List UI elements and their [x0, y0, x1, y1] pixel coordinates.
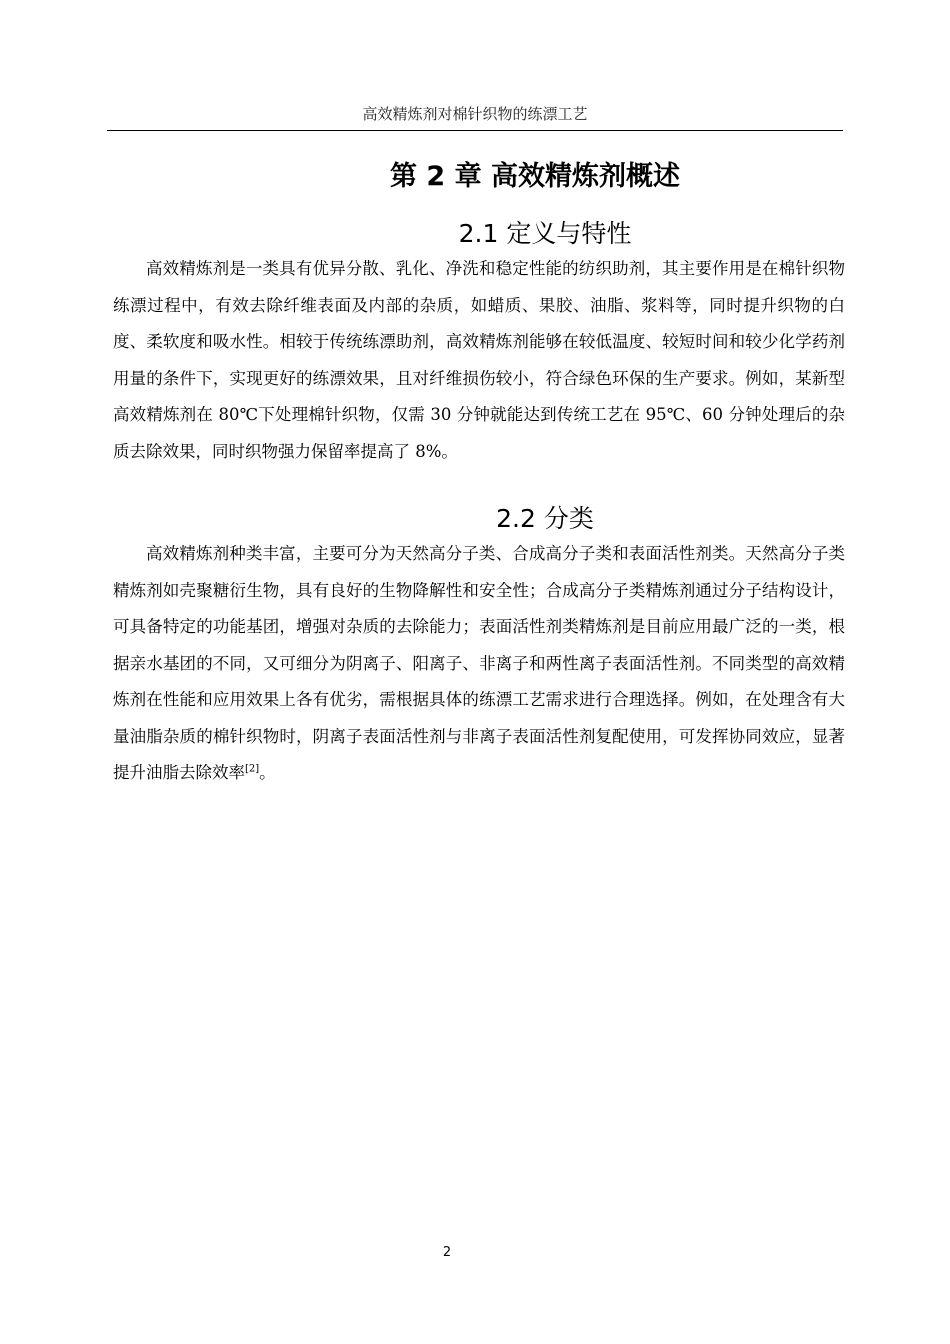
citation-reference[interactable]: [2]	[245, 763, 260, 775]
header-divider	[107, 130, 843, 131]
page-number: 2	[442, 1245, 452, 1260]
paragraph-text: 高效精炼剂种类丰富，主要可分为天然高分子类、合成高分子类和表面活性剂类。天然高分子类精炼剂如壳聚糖衍生物，具有良好的生物降解性和安全性；合成高分子类精炼剂通过分子结构设计，可具备特定的功能基团，增强对杂质的去除能力；表面活性剂类精炼剂是目前应用最广泛的一类，根据亲水基团的不同，又可细分为阴离子、阳离子、非离子和两性离子表面活性剂。不同类型的高效精炼剂在性能和应用效果上各有优劣，需根据具体的练漂工艺需求进行合理选择。例如，在处理含有大量油脂杂质的棉针织物时，阴离子表面活性剂与非离子表面活性剂复配使用，可发挥协同效应，显著提升油脂去除效率	[113, 544, 845, 782]
section-paragraph-definition: 高效精炼剂是一类具有优异分散、乳化、净洗和稳定性能的纺织助剂，其主要作用是在棉针织物练漂过程中，有效去除纤维表面及内部的杂质，如蜡质、果胶、油脂、浆料等，同时提升织物的白度、柔软度和吸水性。相较于传统练漂助剂，高效精炼剂能够在较低温度、较短时间和较少化学药剂用量的条件下，实现更好的练漂效果，且对纤维损伤较小，符合绿色环保的生产要求。例如，某新型高效精炼剂在 80℃下处理棉针织物，仅需 30 分钟就能达到传统工艺在 95℃、60 分钟处理后的杂质去除效果，同时织物强力保留率提高了 8%。	[113, 259, 845, 461]
section-title-classification: 2.2 分类	[496, 504, 594, 533]
paragraph-end-punctuation: 。	[259, 763, 276, 782]
chapter-title: 第 2 章 高效精炼剂概述	[390, 161, 680, 192]
section-title-definition: 2.1 定义与特性	[458, 219, 632, 248]
running-header: 高效精炼剂对棉针织物的练漂工艺	[362, 105, 588, 123]
section-paragraph-classification	[113, 536, 845, 792]
